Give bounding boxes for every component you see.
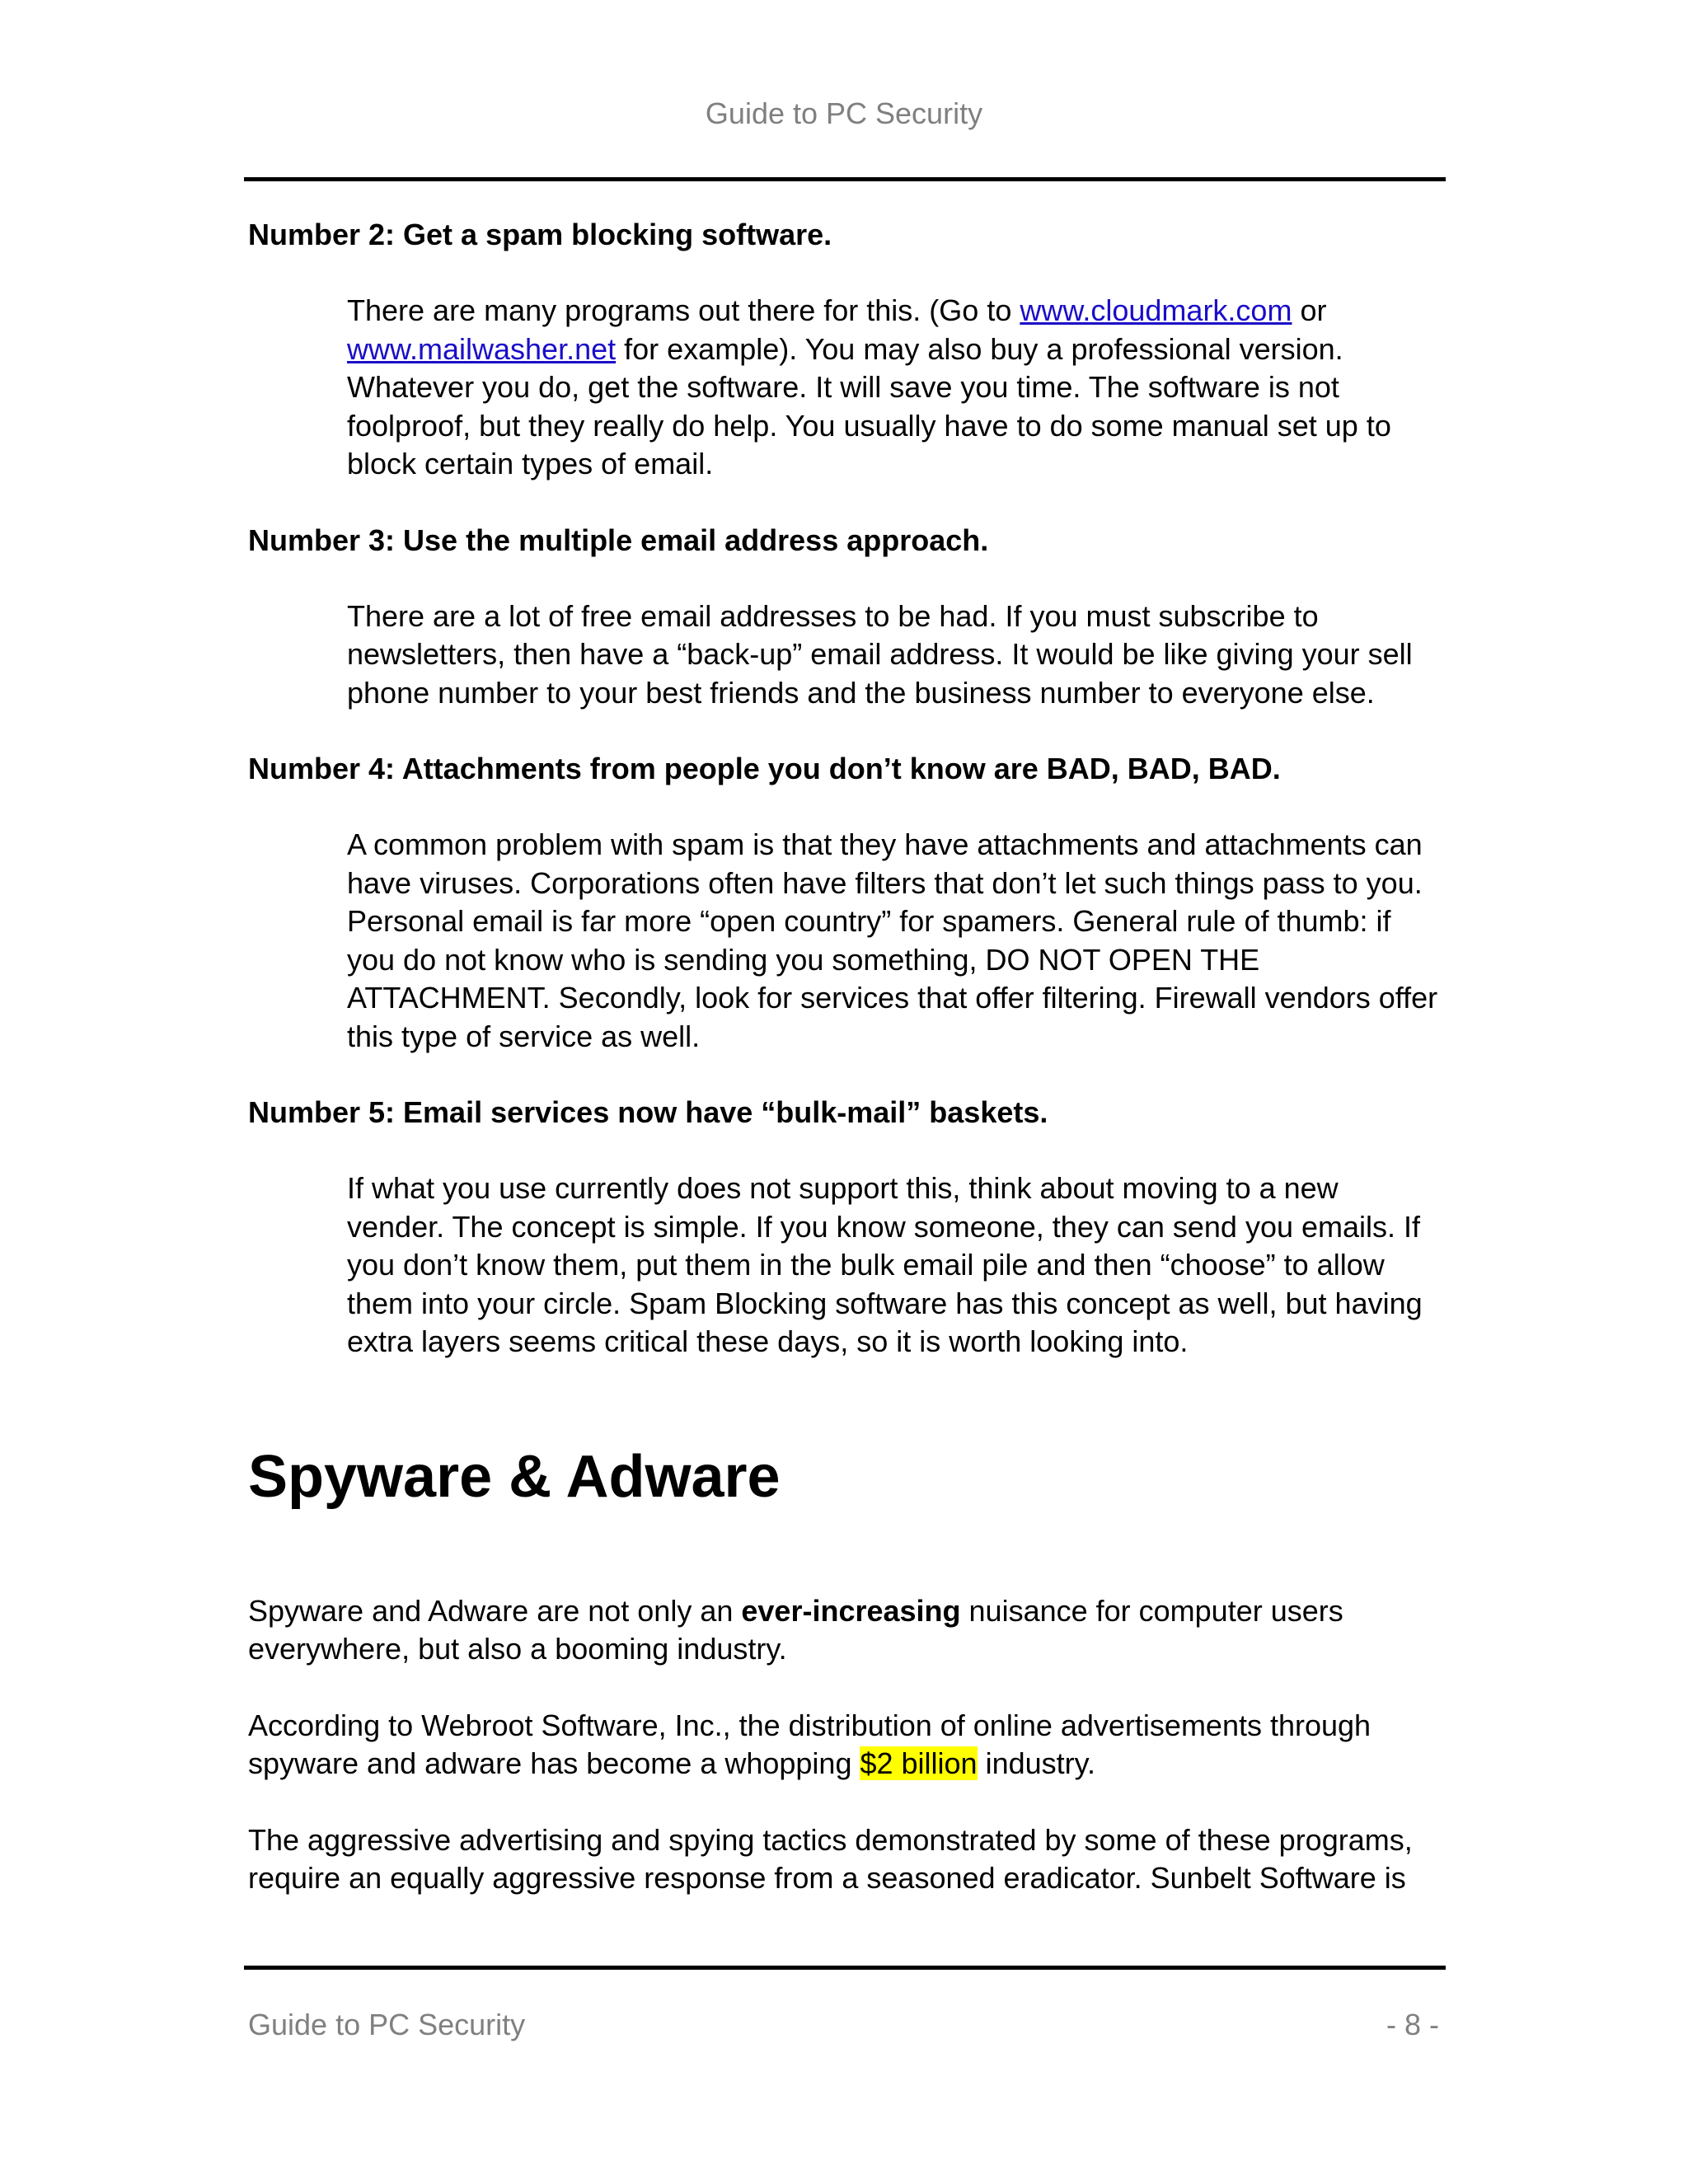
paragraph-number-2 [248, 292, 1443, 484]
link-cloudmark[interactable]: www.cloudmark.com [1020, 293, 1292, 327]
page-number: - 8 - [1386, 2008, 1439, 2041]
text-segment: industry. [977, 1746, 1095, 1780]
heading-number-3: Number 3: Use the multiple email address approach. [248, 523, 989, 557]
paragraph-number-4: A common problem with spam is that they have attachments and attachments can have viruses. Corporations often have filters that don’t let such things pass to you. Personal email is far more “open country” for spamers. General rule of thumb: if you do not know who is sending you something, DO NOT OPEN THE ATTACHMENT. Secondly, look for services that offer filtering. Firewall vendors offer this type of service as well. [347, 827, 1438, 1053]
text-segment: or [1292, 293, 1327, 327]
text-segment: According to Webroot Software, Inc., the distribution of online advertisements through spyware and adware has become a whopping [248, 1708, 1372, 1780]
text-segment: for example). You may also buy a professional version. Whatever you do, get the software. It will save you time. The software is not foolproof, but they really do help. You usually have to do some manual set up to block certain types of email. [347, 331, 1391, 480]
paragraph-spyware-3: The aggressive advertising and spying tactics demonstrated by some of these programs, require an equally aggressive response from a seasoned eradicator. Sunbelt Software is [248, 1822, 1413, 1895]
text-segment: nuisance for computer users everywhere, but also a booming industry. [248, 1593, 1343, 1666]
highlighted-text: $2 billion [860, 1746, 978, 1780]
paragraph-number-3: There are a lot of free email addresses to be had. If you must subscribe to newsletters, then have a “back-up” email address. It would be like giving your sell phone number to your best friends and the business number to everyone else. [347, 598, 1413, 710]
paragraph-number-5: If what you use currently does not support this, think about moving to a new vender. The concept is simple. If you know someone, they can send you emails. If you don’t know them, put them in the bulk email pile and then “choose” to allow them into your circle. Spam Blocking software has this concept as well, but having extra layers seems critical these days, so it is worth looking into. [347, 1171, 1423, 1358]
text-segment: Spyware and Adware are not only an [248, 1593, 742, 1628]
page-header-title: Guide to PC Security [705, 96, 983, 130]
footer-rule [244, 1966, 1446, 1970]
page-content [248, 216, 1443, 1898]
heading-number-4: Number 4: Attachments from people you don’t know are BAD, BAD, BAD. [248, 752, 1281, 785]
link-mailwasher[interactable]: www.mailwasher.net [347, 331, 617, 366]
heading-number-5: Number 5: Email services now have “bulk-mail” baskets. [248, 1095, 1048, 1129]
bold-text: ever-increasing [741, 1593, 961, 1628]
section-title-spyware: Spyware & Adware [248, 1443, 781, 1510]
header-rule [244, 177, 1446, 181]
heading-number-2: Number 2: Get a spam blocking software. [248, 218, 832, 251]
text-segment: There are many programs out there for this. (Go to [347, 293, 1020, 327]
paragraph-spyware-1 [248, 1592, 1443, 1669]
paragraph-spyware-2 [248, 1707, 1443, 1783]
footer-title: Guide to PC Security [248, 2008, 526, 2041]
